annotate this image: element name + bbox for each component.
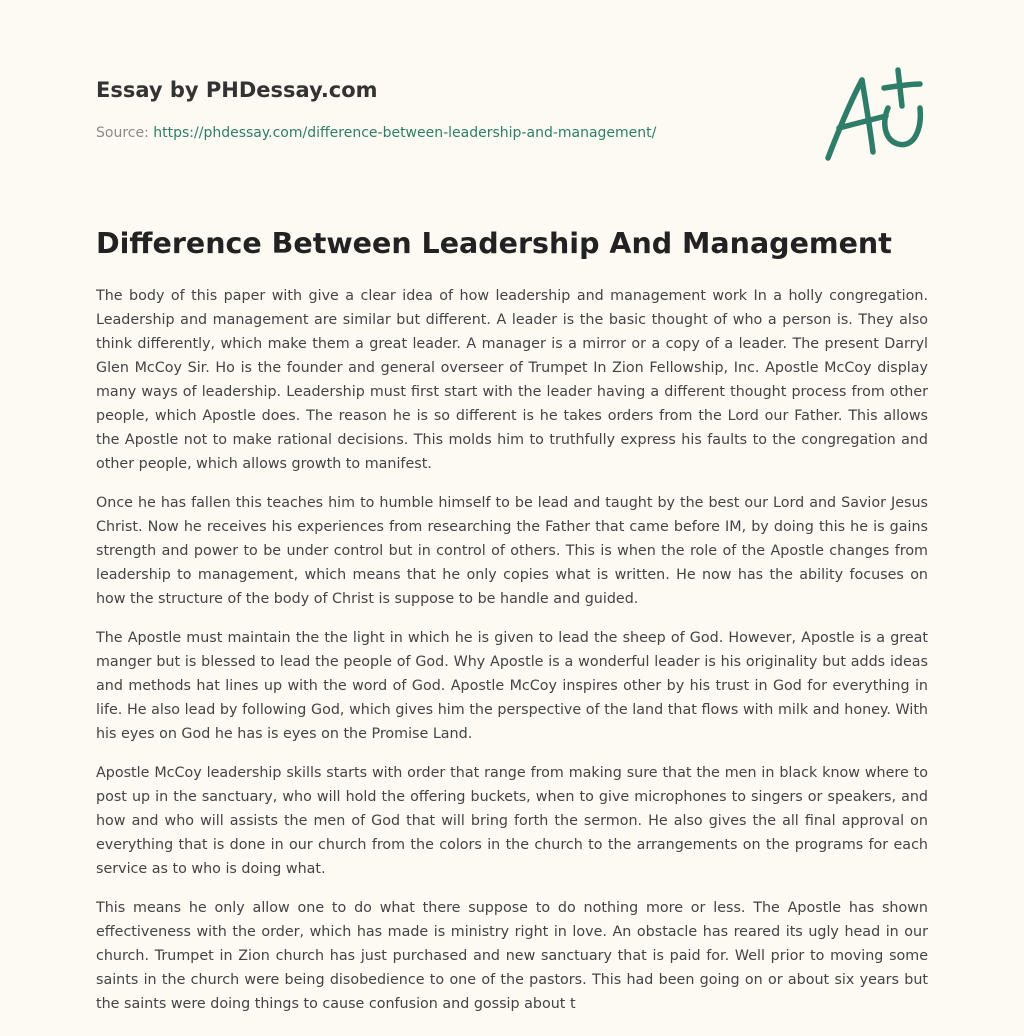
essay-paragraph: Once he has fallen this teaches him to humble himself to be lead and taught by the best our Lord and Savior Jesus Christ. Now he receives his experiences from researching the Father that came before IM, by doing this he is gains strength and power to be under control but in control of others. This is when the role of the Apostle changes from leadership to management, which means that he only copies what is written. He now has the ability focuses on how the structure of the body of Christ is suppose to be handle and guided. xyxy=(96,495,928,607)
essay-paragraph: Apostle McCoy leadership skills starts with order that range from making sure that the men in black know where to post up in the sanctuary, who will hold the offering buckets, when to give microphones to singers or speakers, and how and who will assists the men of God that will bring forth the sermon. He also gives the all final approval on everything that is done in our church from the colors in the church to the arrangements on the programs for each service as to who is doing what. xyxy=(96,765,928,877)
essay-paragraph: The body of this paper with give a clear idea of how leadership and management work In a holly congregation. Leadership and management are similar but different. A leader is the basic thought of who a person is. They also think differently, which make them a great leader. A manager is a mirror or a copy of a leader. The present Darryl Glen McCoy Sir. Ho is the founder and general overseer of Trumpet In Zion Fellowship, Inc. Apostle McCoy display many ways of leadership. Leadership must first start with the leader having a different thought process from other people, which Apostle does. The reason he is so different is he takes orders from the Lord our Father. This allows the Apostle not to make rational decisions. This molds him to truthfully express his faults to the congregation and other people, which allows growth to manifest. xyxy=(96,288,928,472)
source-line xyxy=(96,123,796,143)
essay-title: Difference Between Leadership And Management xyxy=(96,227,892,260)
a-plus-logo-icon xyxy=(822,66,930,166)
essay-paragraph: This means he only allow one to do what there suppose to do nothing more or less. The Apostle has shown effectiveness with the order, which has made is ministry right in love. An obstacle has reared its ugly head in our church. Trumpet in Zion church has just purchased and new sanctuary that is paid for. Well prior to moving some saints in the church were being disobedience to one of the pastors. This had been going on or about six years but the saints were doing things to cause confusion and gossip about t xyxy=(96,900,928,1012)
source-label: Source: xyxy=(96,125,154,141)
essay-header xyxy=(96,76,796,143)
essay-paragraph: The Apostle must maintain the the light in which he is given to lead the sheep of God. However, Apostle is a great manger but is blessed to lead the people of God. Why Apostle is a wonderful leader is his originality but adds ideas and methods hat lines up with the word of God. Apostle McCoy inspires other by his trust in God for everything in life. He also lead by following God, which gives him the perspective of the land that flows with milk and honey. With his eyes on God he has is eyes on the Promise Land. xyxy=(96,630,928,742)
essay-body xyxy=(96,284,928,1031)
site-title: Essay by PHDessay.com xyxy=(96,78,378,102)
source-link[interactable]: https://phdessay.com/difference-between-leadership-and-management/ xyxy=(153,125,657,141)
